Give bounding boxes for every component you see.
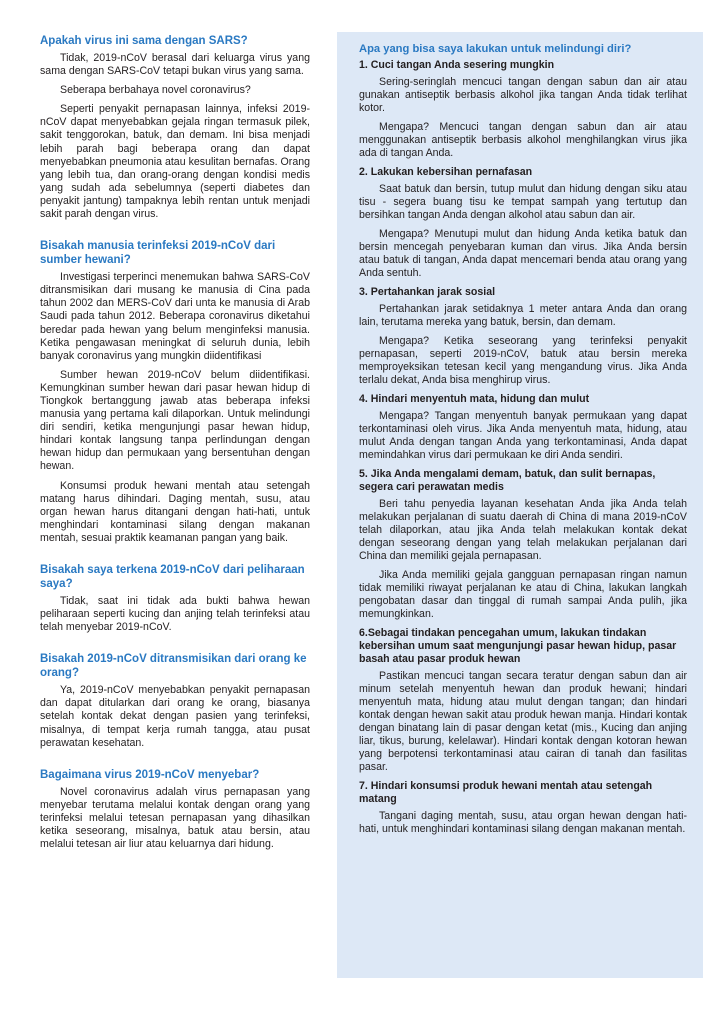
section-spread xyxy=(40,768,310,851)
section-person-to-person xyxy=(40,652,310,749)
left-column xyxy=(40,34,310,857)
panel-heading: Apa yang bisa saya lakukan untuk melindungi diri? xyxy=(359,43,632,55)
protection-panel xyxy=(337,32,703,978)
paragraph: Tidak, saat ini tidak ada bukti bahwa hewan peliharaan seperti kucing dan anjing telah terinfeksi atau telah menyebar 2019-nCoV. xyxy=(40,595,310,634)
paragraph: Mengapa? Mencuci tangan dengan sabun dan air atau menggunakan antiseptik berbasis alkohol menghilangkan virus jika ada di tangan Anda. xyxy=(359,121,687,159)
section-animal-source xyxy=(40,239,310,545)
paragraph: Tidak, 2019-nCoV berasal dari keluarga virus yang sama dengan SARS-CoV tetapi bukan virus yang sama. xyxy=(40,52,310,78)
section-pets xyxy=(40,563,310,634)
paragraph: Investigasi terperinci menemukan bahwa SARS-CoV ditransmisikan dari musang ke manusia di Cina pada tahun 2002 dan MERS-CoV dari unta ke manusia di Arab Saudi pada tahun 2012. Beberapa coronavirus diketahui beredar pada hewan yang belum menginfeksi manusia. Ketika pengawasan meningkat di seluruh dunia, lebih banyak coronavirus yang mungkin diidentifikasi xyxy=(40,271,310,362)
paragraph: Mengapa? Ketika seseorang yang terinfeksi penyakit pernapasan, seperti 2019-nCoV, batuk atau bersin mereka memproyeksikan tetesan kecil yang mengandung virus. Jika Anda terlalu dekat, Anda bisa menghirup virus. xyxy=(359,335,687,386)
paragraph: Pertahankan jarak setidaknya 1 meter antara Anda dan orang lain, terutama mereka yang batuk, bersin, dan demam. xyxy=(359,303,687,328)
section-heading: Bisakah 2019-nCoV ditransmisikan dari orang ke orang? xyxy=(40,653,307,680)
section-heading: Apakah virus ini sama dengan SARS? xyxy=(40,35,248,47)
paragraph: Mengapa? Menutupi mulut dan hidung Anda ketika batuk dan bersin mencegah penyebaran kuman dan virus. Jika Anda bersin atau batuk di tangan, Anda dapat mencemari benda atau orang yang Anda sentuh. xyxy=(359,228,687,279)
paragraph: Sering-seringlah mencuci tangan dengan sabun dan air atau gunakan antiseptik berbasis alkohol jika tangan Anda tidak terlihat kotor. xyxy=(359,76,687,114)
paragraph: Mengapa? Tangan menyentuh banyak permukaan yang dapat terkontaminasi oleh virus. Jika Anda menyentuh mata, hidung, atau mulut Anda dengan tangan Anda yang terkontaminasi, Anda dapat memindahkan virus dari permukaan ke diri Anda sendiri. xyxy=(359,410,687,461)
tip-title: 3. Pertahankan jarak sosial xyxy=(359,286,496,298)
paragraph: Ya, 2019-nCoV menyebabkan penyakit pernapasan dan dapat ditularkan dari orang ke orang, biasanya setelah kontak dekat dengan pasien yang terinfeksi, misalnya, di tempat kerja rumah tangga, atau pusat perawatan kesehatan. xyxy=(40,684,310,749)
paragraph: Beri tahu penyedia layanan kesehatan Anda jika Anda telah melakukan perjalanan di suatu daerah di China di mana 2019-nCoV telah dilaporkan, atau jika Anda telah melakukan kontak dekat dengan seseorang dengan yang telah melakukan perjalanan dari China dan memiliki gejala pernapasan. xyxy=(359,498,687,562)
tip-title: 7. Hindari konsumsi produk hewani mentah atau setengah matang xyxy=(359,780,653,805)
tip-title: 6.Sebagai tindakan pencegahan umum, lakukan tindakan kebersihan umum saat mengunjungi pasar hewan hidup, pasar basah atau pasar produk hewan xyxy=(359,627,677,665)
paragraph: Seperti penyakit pernapasan lainnya, infeksi 2019-nCoV dapat menyebabkan gejala ringan termasuk pilek, sakit tenggorokan, batuk, dan demam. Ini bisa menjadi lebih parah bagi beberapa orang dan dapat menyebabkan pneumonia atau kesulitan bernafas. Orang yang lebih tua, dan orang-orang dengan kondisi medis yang sudah ada sebelumnya (seperti diabetes dan penyakit jantung) tampaknya lebih rentan untuk menjadi sakit parah dengan virus. xyxy=(40,103,310,221)
paragraph: Saat batuk dan bersin, tutup mulut dan hidung dengan siku atau tisu - segera buang tisu ke tempat sampah yang tertutup dan bersihkan tangan Anda dengan alkohol atau sabun dan air. xyxy=(359,183,687,221)
tip-title: 2. Lakukan kebersihan pernafasan xyxy=(359,166,533,178)
paragraph: Jika Anda memiliki gejala gangguan pernapasan ringan namun tidak memiliki riwayat perjalanan ke atau di China, lakukan langkah pengobatan dasar dan tinggal di rumah sampai Anda pulih, jika memungkinkan. xyxy=(359,569,687,620)
paragraph: Konsumsi produk hewani mentah atau setengah matang harus dihindari. Daging mentah, susu, atau organ hewan harus ditangani dengan hati-hati, untuk menghindari kontaminasi silang dengan makanan mentah, sesuai praktik keamanan pangan yang baik. xyxy=(40,479,310,544)
paragraph: Pastikan mencuci tangan secara teratur dengan sabun dan air minum setelah menyentuh hewan dan produk hewani; hindari menyentuh mata, hidung atau mulut dengan tangan; dan hindari kontak dengan hewan sakit atau produk hewan manja. Hindari kontak dengan binatang lain di pasar dengan ketat (mis., Kucing dan anjing liar, tikus, burung, kelelawar). Hindari kontak dengan kotoran hewan yang berpotensi terkontaminasi atau cairan di tanah dan fasilitas pasar. xyxy=(359,670,687,773)
tip-title: 5. Jika Anda mengalami demam, batuk, dan sulit bernapas, segera cari perawatan medis xyxy=(359,468,656,493)
paragraph: Tangani daging mentah, susu, atau organ hewan dengan hati-hati, untuk menghindari kontaminasi silang dengan makanan mentah. xyxy=(359,810,687,835)
paragraph: Seberapa berbahaya novel coronavirus? xyxy=(60,84,251,97)
tip-title: 1. Cuci tangan Anda sesering mungkin xyxy=(359,59,555,71)
section-sars xyxy=(40,34,310,221)
section-heading: Bisakah manusia terinfeksi 2019-nCoV dari sumber hewani? xyxy=(40,240,276,267)
section-heading: Bisakah saya terkena 2019-nCoV dari peliharaan saya? xyxy=(40,564,305,590)
tip-title: 4. Hindari menyentuh mata, hidung dan mulut xyxy=(359,393,590,405)
section-heading: Bagaimana virus 2019-nCoV menyebar? xyxy=(40,768,260,781)
paragraph: Novel coronavirus adalah virus pernapasan yang menyebar terutama melalui kontak dengan orang yang terinfeksi melalui tetesan pernapasan yang dihasilkan ketika seseorang, misalnya, batuk atau bersin, atau melalui tetesan air liur atau keluarnya dari hidung. xyxy=(40,785,310,851)
paragraph: Sumber hewan 2019-nCoV belum diidentifikasi. Kemungkinan sumber hewan dari pasar hewan hidup di Tiongkok bertanggung jawab atas beberapa infeksi manusia yang pertama kali dilaporkan. Untuk melindungi diri sendiri, ketika mengunjungi pasar hewan hidup, hindari kontak langsung tanpa perlindungan dengan hewan hidup dan permukaan yang bersentuhan dengan hewan. xyxy=(40,368,310,473)
